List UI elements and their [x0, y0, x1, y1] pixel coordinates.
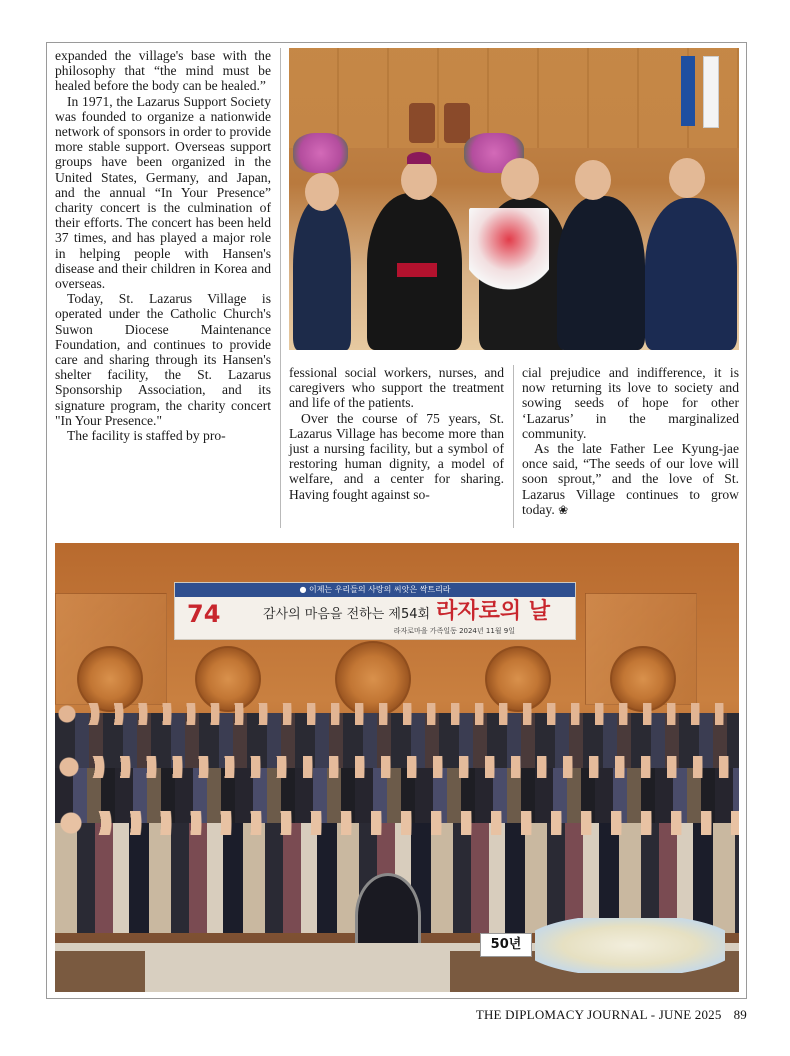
paragraph — [522, 441, 739, 518]
article-column-2 — [289, 365, 504, 502]
anniversary-sign: 50년 — [480, 933, 532, 957]
event-banner — [174, 582, 576, 640]
page-number: 89 — [733, 1007, 747, 1022]
crowd-heads — [55, 703, 739, 725]
banner-title — [263, 601, 550, 626]
person — [557, 196, 645, 350]
column-divider — [280, 48, 281, 528]
person — [293, 198, 351, 350]
crowd-heads — [55, 811, 739, 835]
banner-subtitle: 라자로마을 가족일동 2024년 11월 9일 — [393, 627, 515, 635]
paragraph: The facility is staffed by pro- — [67, 428, 226, 444]
paragraph: Over the course of 75 years, St. Lazarus Village has become more than just a nursing facility, but a symbol of restoring human dignity, a model of welfare, and a center for sharing. Having fought against so- — [289, 410, 504, 502]
paragraph-text: As the late Father Lee Kyung-jae once said, “The seeds of our love will soon sprout,” and the love of St. Lazarus Village continues to grow today. — [522, 441, 739, 517]
crowd-heads — [55, 756, 739, 778]
group-photo-lazarus-day — [55, 543, 739, 992]
end-mark-icon: ❀ — [558, 502, 569, 517]
person — [645, 198, 737, 350]
table — [55, 951, 145, 992]
flag — [703, 56, 719, 128]
banner-big-text: 라자로의 날 — [436, 599, 550, 624]
person-head — [401, 160, 437, 200]
article-column-1 — [55, 48, 271, 443]
chair — [444, 103, 470, 143]
bouquet — [469, 208, 549, 298]
person-head — [501, 158, 539, 200]
flower-arrangement — [293, 133, 348, 173]
person-head — [305, 173, 339, 211]
paragraph: In 1971, the Lazarus Support Society was founded to organize a nationwide network of sponsors in order to provide more stable support. Overseas support groups have been organized in the United States, Germany, and Japan, and the annual “In Your Presence” charity concert is the culmination of their efforts. The concert has been held 37 times, and has played a major role in helping people with Hansen's disease and their children in Korea and overseas. — [55, 93, 271, 292]
paragraph: fessional social workers, nurses, and caregivers who support the treatment and life of the patients. — [289, 365, 504, 411]
banner-main-text: 감사의 마음을 전하는 제54회 — [263, 607, 431, 622]
person-head — [669, 158, 705, 198]
bishop-sash — [397, 263, 437, 277]
paragraph: Today, St. Lazarus Village is operated under the Catholic Church's Suwon Diocese Maintenance Foundation, and continues to provide care and sharing through its Hansen's shelter facility, the St. Lazarus Sponsorship Association, and its signature program, the charity concert "In Your Presence." — [55, 291, 271, 428]
zucchetto — [407, 152, 431, 164]
banner-anniversary: 74 — [187, 600, 221, 628]
paragraph: cial prejudice and indifference, it is now returning its love to society and sowing seeds of hope for other ‘Lazarus’ in the marginalized community. — [522, 365, 739, 441]
person-head — [575, 160, 611, 200]
column-divider — [513, 365, 514, 528]
banner-top-line: ● 이제는 우리들의 사랑의 씨앗은 싹트리라 — [175, 583, 575, 597]
chair — [409, 103, 435, 143]
article-column-3 — [522, 365, 739, 518]
gift-pile — [535, 918, 725, 973]
publication-name: THE DIPLOMACY JOURNAL - JUNE 2025 — [475, 1007, 722, 1022]
page-footer — [476, 1007, 747, 1023]
flag — [681, 56, 695, 126]
group-photo-bishop — [289, 48, 739, 350]
paragraph: expanded the village's base with the philosophy that “the mind must be healed before the body can be healed.” — [55, 48, 271, 94]
